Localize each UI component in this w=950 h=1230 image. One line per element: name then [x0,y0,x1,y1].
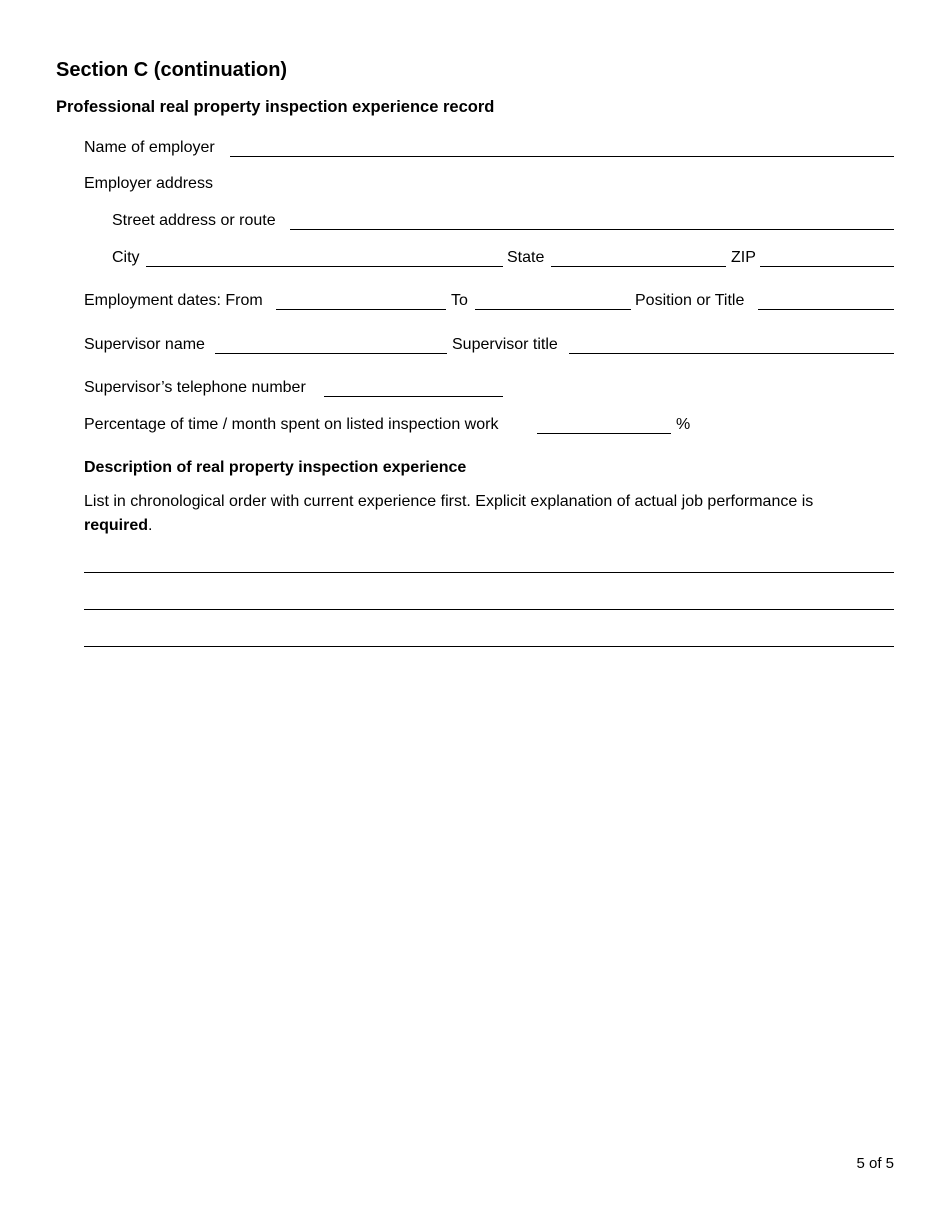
form-subtitle: Professional real property inspection experience record [56,98,495,116]
employer-address-label: Employer address [84,175,213,192]
section-title: Section C (continuation) [56,59,288,81]
employment-from-field[interactable] [276,289,446,310]
employer-name-field[interactable] [230,136,894,157]
zip-label: ZIP [731,249,756,266]
page-number: 5 of 5 [856,1155,894,1172]
street-field[interactable] [290,209,894,230]
instruction-text: List in chronological order with current experience first. Explicit explanation of actual job performance is [84,493,814,510]
supervisor-phone-field[interactable] [324,376,503,397]
description-line-3[interactable] [84,626,894,647]
supervisor-name-label: Supervisor name [84,336,205,353]
position-field[interactable] [758,289,894,310]
description-instruction [84,490,884,538]
state-field[interactable] [551,246,726,267]
supervisor-title-label: Supervisor title [452,336,558,353]
supervisor-name-field[interactable] [215,333,447,354]
description-line-1[interactable] [84,552,894,573]
description-line-2[interactable] [84,589,894,610]
supervisor-phone-label: Supervisor’s telephone number [84,379,306,396]
position-label: Position or Title [635,292,745,309]
state-label: State [507,249,545,266]
street-label: Street address or route [112,212,276,229]
zip-field[interactable] [760,246,894,267]
employer-name-label: Name of employer [84,139,215,156]
employment-to-label: To [451,292,468,309]
supervisor-title-field[interactable] [569,333,894,354]
percentage-unit: % [676,416,691,433]
employment-from-label: Employment dates: From [84,292,263,309]
employment-to-field[interactable] [475,289,631,310]
city-field[interactable] [146,246,503,267]
percentage-label: Percentage of time / month spent on listed inspection work [84,416,499,433]
instruction-bold: required [84,517,149,534]
description-heading: Description of real property inspection experience [84,459,467,476]
city-label: City [112,249,140,266]
percentage-field[interactable] [537,413,671,434]
instruction-end: . [148,517,153,534]
